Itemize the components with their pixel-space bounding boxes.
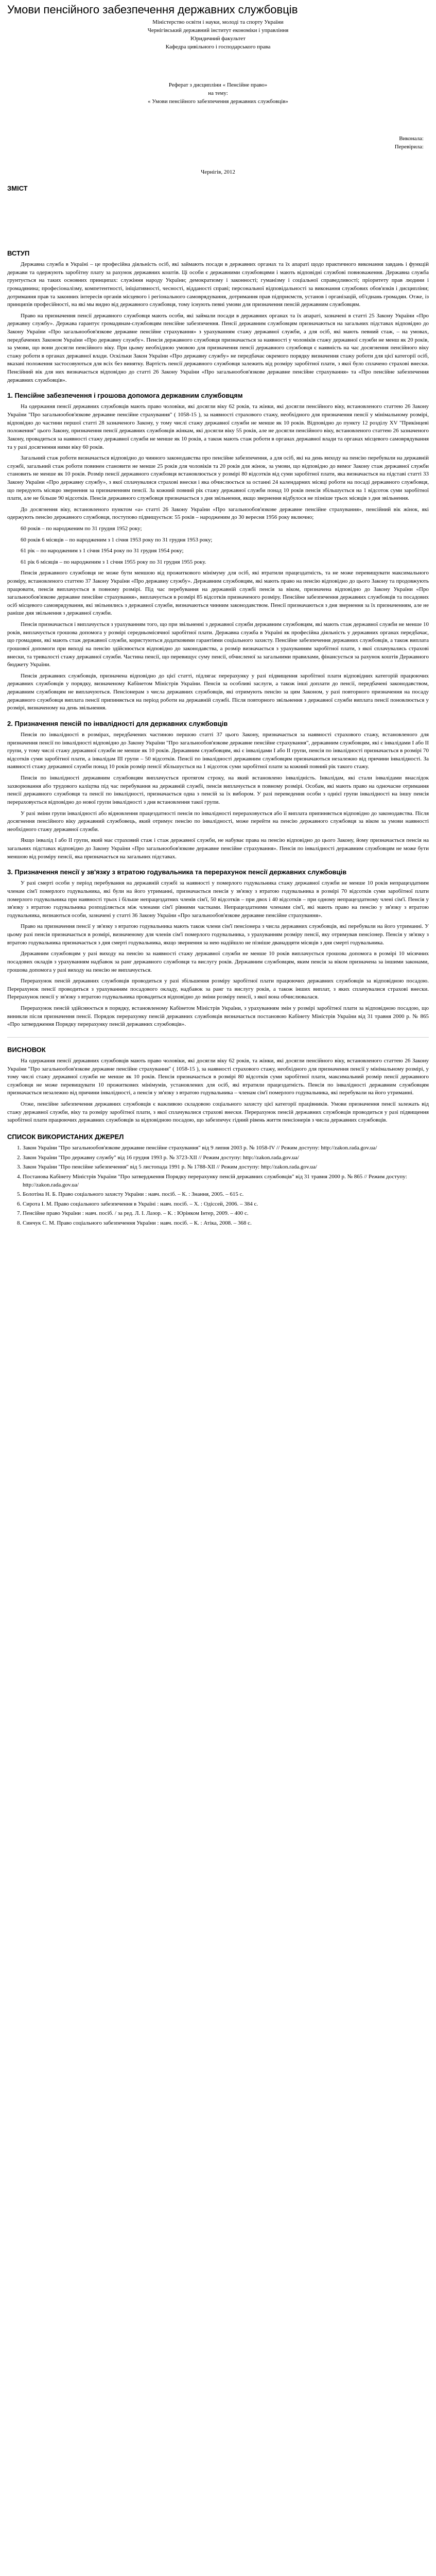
section-1 xyxy=(7,392,429,713)
section-heading: СПИСОК ВИКОРИСТАНИХ ДЖЕРЕЛ xyxy=(7,1132,124,1141)
divider xyxy=(7,1037,429,1038)
source-item: 1. Закон України "Про загальнообов'язкове державне пенсійне страхування" від 9 липня 2003 р. № 1058-IV // Режим доступу: http://zakon.rada.gov.ua/ xyxy=(23,1144,429,1153)
conclusion-section xyxy=(7,1046,429,1125)
performed-by-label: Виконала: xyxy=(399,135,424,142)
source-item: 4. Постанова Кабінету Міністрів України "Про затвердження Порядку перерахунку пенсій державних службовців" від 31 травня 2000 р. № 865 // Режим доступу: http://zakon.rada.gov.ua/ xyxy=(23,1173,429,1189)
paragraph: Право на призначення пенсії державного службовця мають особи, які займали посади в державних органах та їх апараті, зазначені в статті 25 Закону України «Про державну службу». Держава гарантує громадянам-службовцям пенсійне забезпечення. Пенсії державним службовцям призначаються на загальних підставах відповідно до Закону України «Про загальнообов'язкове державне пенсійне страхування» з урахуванням стажу державної служби, а для осіб, які мають певний стаж, – на умовах, передбачених Законом України «Про державну службу». Пенсія державного службовця призначається за наявності у чоловіків стажу державної служби не менш як 20 років, за умови, що вони досягли пенсійного віку. При цьому необхідною умовою для призначення пенсії державного службовця є наявність на час досягнення пенсійного віку стажу роботи в органах державної влади. Оскільки Закон України «Про державну службу» не передбачає окремого порядку визначення стажу роботи для цієї категорії осіб, вказані положення застосовуються для всіх без винятку. Вартість пенсії державного службовця залежить від розміру заробітної плати, з якої було сплачено страхові внески. Пенсійний вік для них визначається відповідно до статті 26 Закону України «Про загальнообов'язкове державне пенсійне страхування» та «Про пенсійне забезпечення державних службовців». xyxy=(7,312,429,383)
paragraph: Державним службовцям у разі виходу на пенсію за наявності стажу державної служби не менше 10 років виплачується грошова допомога в розмірі 10 місячних посадових окладів з урахуванням надбавок за ранг державного службовця та вислугу років. Державним службовцям, яким пенсія за віком призначена за іншими законами, грошова допомога у разі виходу на пенсію не виплачується. xyxy=(7,951,429,973)
section-2 xyxy=(7,720,429,861)
paragraph: На одержання пенсії державних службовців мають право чоловіки, які досягли віку 62 років, та жінки, які досягли пенсійного віку, встановленого статтею 26 Закону України "Про загальнообов'язкове державне пенсійне страхування" ( 1058-15 ), за наявності страхового стажу, необхідного для призначення пенсії у мінімальному розмірі, відповідно до частини першої статті 28 зазначеного Закону, у тому числі стажу державної служби не менше як 10 років. Відповідно до пункту 12 розділу XV "Прикінцеві положення" цього Закону, призначення пенсії державних службовців жінкам, які досягли віку 55 років, але не досягли пенсійного віку, встановленого статтею 26 зазначеного Закону, провадиться за наявності стажу державної служби не менше як 10 років, а також мають стаж роботи в органах державної влади та органах місцевого самоврядування та у разі досягнення ними віку 60 років. xyxy=(7,403,429,450)
toc-heading: ЗМІСТ xyxy=(7,184,28,192)
paragraph: 61 рік 6 місяців – по народженим з 1 січня 1955 року по 31 грудня 1955 року. xyxy=(21,558,206,565)
paragraph: Отже, пенсійне забезпечення державних службовців є важливою складовою соціального захисту цієї категорії працівників. Умови призначення пенсії залежать від стажу державної служби, віку та розміру заробітної плати, з якої сплачувалися страхові внески. Перерахунок пенсій державних службовців проводиться у разі підвищення заробітної плати працюючих державних службовців за відповідною посадою, що забезпечує гідний рівень життя пенсіонерів з числа державних службовців. xyxy=(7,1101,429,1124)
paragraph: Пенсія державного службовця не може бути меншою від прожиткового мінімуму для осіб, які втратили працездатність, та не може перевищувати максимального розміру, встановленого статтею 37 Закону України «Про державну службу». Державним службовцям, які мають право на пенсію відповідно до цього Закону та продовжують працювати, пенсія виплачується в повному розмірі. Під час перебування на державній службі пенсія за віком, призначена відповідно до Закону України «Про загальнообов'язкове державне пенсійне страхування», виплачується в розмірі 85 відсотків призначеного розміру. Пенсійне забезпечення державних службовців та посадових осіб місцевого самоврядування, які звільнились з державної служби, визначаються чинним законодавством. Пенсії призначаються з дня звернення за їх призначенням, але не раніше дня звільнення з державної служби. xyxy=(7,570,429,617)
paragraph: Право на призначення пенсії у зв'язку з втратою годувальника мають також члени сім'ї пенсіонера з числа державних службовців, які перебували на його утриманні. У цьому разі пенсія призначається в розмірі, визначеному для членів сім'ї померлого годувальника, з урахуванням розміру пенсії, яку отримував пенсіонер. Пенсія у зв'язку з втратою годувальника призначається з дня смерті годувальника, якщо звернення за нею надійшло не пізніше дванадцяти місяців з дня смерті годувальника. xyxy=(7,923,429,946)
source-item: 7. Пенсійне право України : навч. посіб. / за ред. Л. І. Лазор. – К. : Юрінком Інтер, 2009. – 400 с. xyxy=(23,1210,429,1218)
section-heading: 2. Призначення пенсій по інвалідності для державних службовців xyxy=(7,719,228,727)
reference-line: « Умови пенсійного забезпечення державних службовців» xyxy=(147,98,289,105)
section-heading: ВИСНОВОК xyxy=(7,1045,46,1054)
header-line: Чернігівський державний інститут економіки і управління xyxy=(147,27,289,34)
source-item: 5. Болотіна Н. Б. Право соціального захисту України : навч. посіб. – К. : Знання, 2005. – 615 с. xyxy=(23,1191,429,1199)
section-heading: 3. Призначення пенсії у зв'язку з втратою годувальника та перерахунок пенсії державних службовців xyxy=(7,868,347,876)
table-of-contents xyxy=(7,184,429,241)
paragraph: Пенсія по інвалідності в розмірах, передбачених частиною першою статті 37 цього Закону, призначається за наявності страхового стажу, встановленого для призначення пенсії по інвалідності відповідно до Закону України "Про загальнообов'язкове державне пенсійне страхування", державним службовцям, які є інвалідами I або II групи, у тому числі стажу державної служби не менше як 10 років. Державним службовцям, які є інвалідами I або II групи, пенсія по інвалідності призначається в розмірі 70 відсотків суми заробітної плати, а інвалідам III групи – 50 відсотків. Пенсії по інвалідності державним службовцям призначаються незалежно від причини інвалідності. За наявності стажу державної служби понад 10 років розмір пенсії збільшується на 1 відсоток суми заробітної плати за кожний повний рік такого стажу. xyxy=(7,732,429,770)
paragraph: Пенсія по інвалідності державним службовцям виплачується протягом строку, на який встановлено інвалідність. Інвалідам, які стали інвалідами внаслідок захворювання або трудового каліцтва під час перебування на державній службі, пенсія виплачується в повному розмірі. Особам, які мають право на одночасне отримання пенсії державного службовця та пенсії по інвалідності, призначається одна з пенсій за їх вибором. У разі переведення особи з однієї групи інвалідності на іншу пенсія перераховується відповідно до нової групи інвалідності з дня встановлення такої групи. xyxy=(7,775,429,805)
paragraph: Загальний стаж роботи визначається відповідно до чинного законодавства про пенсійне забезпечення, а для осіб, які на день виходу на пенсію перебували на державній службі, загальний стаж роботи повинен становити не менше 25 років для чоловіків та 20 років для жінок, за умови, що відповідно до вимог Закону стаж державної служби становить не менше як 10 років. Розмір пенсії державного службовця встановлюється у розмірі 80 відсотків від суми заробітної плати, яка визначається на підставі статті 33 Закону України «Про державну службу», з якої сплачувалися страхові внески і яка обчислюється за останні 24 календарних місяці роботи на посаді державного службовця, що передують місяцю звернення за призначенням пенсії. За кожний повний рік стажу державної служби понад 10 років пенсія збільшується на 1 відсоток суми заробітної плати, але не більше 90 відсотків. Пенсія державного службовця призначається з дня звільнення, якщо звернення відбулося не пізніше трьох місяців з дня звільнення. xyxy=(7,455,429,502)
paragraph: 60 років – по народженим по 31 грудня 1952 року; xyxy=(21,526,142,532)
document-page xyxy=(0,0,436,1250)
paragraph: Якщо інвалід I або II групи, який має страховий стаж і стаж державної служби, не набуває права на пенсію відповідно до цього Закону, йому призначається пенсія на загальних підставах відповідно до Закону України «Про загальнообов'язкове державне пенсійне страхування». Пенсія по інвалідності державним службовцям не може бути меншою від розміру пенсії, яка призначається на загальних підставах. xyxy=(7,837,429,860)
paragraph: У разі зміни групи інвалідності або відновлення працездатності пенсія по інвалідності перераховується або її виплата припиняється відповідно до законодавства. Після досягнення пенсійного віку державний службовець, який отримує пенсію по інвалідності, може перейти на пенсію державного службовця за віком за умови наявності необхідного стажу державної служби. xyxy=(7,810,429,833)
header-line: Кафедра цивільного і господарського права xyxy=(165,44,271,50)
reference-title-block xyxy=(7,81,429,106)
header-line: Юридичний факультет xyxy=(190,36,246,42)
paragraph: На одержання пенсії державних службовців мають право чоловіки, які досягли віку 62 років, та жінки, які досягли пенсійного віку, встановленого статтею 26 Закону України "Про загальнообов'язкове державне пенсійне страхування" ( 1058-15 ), за наявності страхового стажу, необхідного для призначення пенсії у мінімальному розмірі, у тому числі стажу державної служби не менше як 10 років. Пенсія призначається в розмірі 80 відсотків суми заробітної плати, максимальний розмір пенсії державного службовця не може перевищувати 10 прожиткових мінімумів, установлених для осіб, які втратили працездатність. Пенсія по інвалідності державним службовцям призначається незалежно від причини інвалідності, а пенсія у зв'язку з втратою годувальника – членам сім'ї померлого годувальника, які перебували на його утриманні. xyxy=(7,1058,429,1096)
reference-line: на тему: xyxy=(208,90,228,97)
paragraph: До досягнення віку, встановленого пунктом «а» статті 26 Закону України «Про загальнообов'язкове державне пенсійне страхування», пенсійний вік жінок, які одержують пенсію державного службовця, поступово підвищується: 55 років – народженим до 30 вересня 1956 року включно; xyxy=(7,506,429,521)
signature-block xyxy=(7,135,424,151)
paragraph: Пенсія призначається і виплачується з урахуванням того, що при звільненні з державної служби державним службовцям, які мають стаж державної служби не менше 10 років, виплачується грошова допомога у розмірі середньомісячної заробітної плати. Державна служба в Україні як професійна діяльність у державних органах передбачає, що громадяни, які мають стаж державної служби, користуються додатковими гарантіями соціального захисту. Пенсійне забезпечення державних службовців, а також виплата грошової допомоги при виході на пенсію здійснюється відповідно до законодавства, а розмір визначається з урахуванням заробітної плати, з якої сплачувались страхові внески, та тривалості стажу державної служби. Частина пенсії, що перевищує суму пенсії, обчисленої за загальними правилами, фінансується за рахунок коштів Державного бюджету України. xyxy=(7,621,429,668)
reference-line: Реферат з дисципліни « Пенсійне право» xyxy=(168,82,268,89)
paragraph: 61 рік – по народженим з 1 січня 1954 року по 31 грудня 1954 року; xyxy=(21,548,184,554)
section-heading: ВСТУП xyxy=(7,249,30,257)
source-item: 8. Синчук С. М. Право соціального забезпечення України : навч. посіб. – К. : Атіка, 2008. – 368 с. xyxy=(23,1219,429,1228)
checked-by-label: Перевірила: xyxy=(394,143,424,150)
section-3 xyxy=(7,868,429,1029)
section-heading: 1. Пенсійне забезпечення і грошова допомога державним службовцям xyxy=(7,392,243,400)
city-year: Чернігів, 2012 xyxy=(201,168,235,175)
paragraph: 60 років 6 місяців – по народженим з 1 січня 1953 року по 31 грудня 1953 року; xyxy=(21,536,213,543)
document-title: Умови пенсійного забезпечення державних службовців xyxy=(7,3,298,16)
header-line: Міністерство освіти і науки, молоді та спорту України xyxy=(152,19,284,26)
source-item: 2. Закон України "Про державну службу" від 16 грудня 1993 р. № 3723-XII // Режим доступу: http://zakon.rada.gov.ua/ xyxy=(23,1154,429,1162)
paragraph: У разі смерті особи у період перебування на державній службі за наявності у померлого годувальника стажу державної служби не менше 10 років непрацездатним членам сім'ї померлого годувальника, які були на його утриманні, призначається пенсія у зв'язку з втратою годувальника в розмірі 70 відсотків суми заробітної плати померлого годувальника при наявності трьох і більше непрацездатних членів сім'ї, 50 відсотків – при двох і 40 відсотків – при одному непрацездатному члені сім'ї. Пенсія у зв'язку з втратою годувальника розподіляється між членами сім'ї рівними частками. Непрацездатними членами сім'ї, які мають право на пенсію у зв'язку з втратою годувальника, визнаються особи, зазначені у статті 36 Закону України «Про загальнообов'язкове державне пенсійне страхування». xyxy=(7,880,429,919)
paragraph: Перерахунок пенсій здійснюється в порядку, встановленому Кабінетом Міністрів України, з урахуванням змін у розмірі заробітної плати за відповідною посадою, що виникли після призначення пенсії. Порядок перерахунку пенсій державних службовців визначається постановою Кабінету Міністрів України від 31 травня 2000 р. № 865 «Про затвердження Порядку перерахунку пенсій державних службовців». xyxy=(7,1005,429,1028)
source-item: 3. Закон України "Про пенсійне забезпечення" від 5 листопада 1991 р. № 1788-XII // Режим доступу: http://zakon.rada.gov.ua/ xyxy=(23,1163,429,1172)
title-page-header xyxy=(7,19,429,52)
sources-list xyxy=(7,1144,429,1227)
source-item: 6. Сирота І. М. Право соціального забезпечення в Україні : навч. посіб. – Х. : Одіссей, 2006. – 384 с. xyxy=(23,1200,429,1209)
paragraph: Пенсія державних службовців, призначена відповідно до цієї статті, підлягає перерахунку у разі підвищення заробітної плати відповідних категорій працюючих державних службовців у порядку, визначеному Кабінетом Міністрів України. Пенсія за особливі заслуги, а також інші доплати до пенсії, передбачені законодавством, державним службовцям не виплачуються. Пенсіонерам з числа державних службовців, які отримують пенсію за цим Законом, у разі повторного призначення на посаду державного службовця виплата пенсії припиняється на період роботи на державній службі. Після повторного звільнення з державної служби виплата пенсії поновлюється у розмірі, визначеному на день звільнення. xyxy=(7,672,429,711)
paragraph: Перерахунок пенсій державних службовців проводиться у разі збільшення розміру заробітної плати працюючих державних службовців за відповідною посадою. Перерахунок пенсії проводиться з урахуванням посадового окладу, надбавок за ранг та вислугу років, а також інших виплат, з яких сплачувалися страхові внески. Перерахунок пенсії у зв'язку з втратою годувальника провадиться відповідно до зміни розміру пенсії, з якої вона обчислювалася. xyxy=(7,978,429,1001)
introduction-section xyxy=(7,249,429,384)
paragraph: Державна служба в Україні – це професійна діяльність осіб, які займають посади в державних органах та їх апараті щодо практичного виконання завдань і функцій держави та одержують заробітну плату за рахунок державних коштів. Ці особи є державними службовцями і мають відповідні службові повноваження. Державна служба грунтується на таких основних принципах: служіння народу України; демократизму і законності; гуманізму і соціальної справедливості; пріоритету прав людини і громадянина; професіоналізму, компетентності, ініціативності, чесності, відданості справі; персональної відповідальності за виконання службових обов'язків і дисципліни; дотримання прав та законних інтересів органів місцевого і регіонального самоврядування, дотримання прав підприємств, установ і організацій, об'єднань громадян. Отже, із принципів професійності, на які мы видно від державного службовця, тому існують певні умови для призначення пенсій державним службовцям. xyxy=(7,261,429,308)
sources-section xyxy=(7,1133,429,1228)
